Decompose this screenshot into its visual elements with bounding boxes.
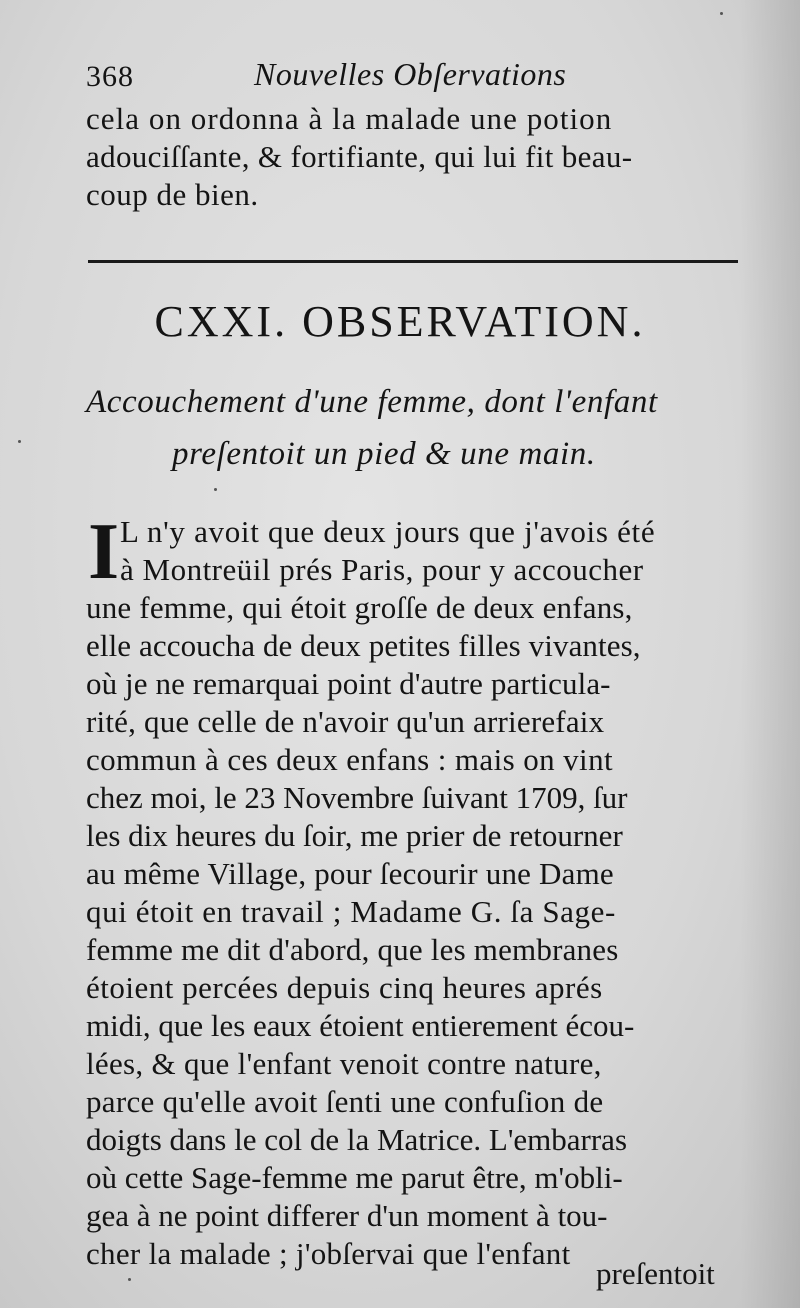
body-line: qui étoit en travail ; Madame G. ſa Sage- bbox=[86, 894, 616, 929]
observation-subtitle-line-1: Accouchement d'une femme, dont l'enfant bbox=[86, 384, 658, 420]
body-line: chez moi, le 23 Novembre ſuivant 1709, ſur bbox=[86, 780, 628, 815]
observation-title: CXXI. OBSERVATION. bbox=[154, 297, 646, 346]
running-head: Nouvelles Obſervations bbox=[254, 56, 567, 92]
body-line: étoient percées depuis cinq heures aprés bbox=[86, 970, 603, 1005]
body-line: les dix heures du ſoir, me prier de retourner bbox=[86, 818, 623, 853]
body-line: femme me dit d'abord, que les membranes bbox=[86, 932, 619, 967]
drop-cap: I bbox=[88, 508, 120, 596]
body-line: rité, que celle de n'avoir qu'un arrierefaix bbox=[86, 704, 605, 739]
section-rule bbox=[88, 260, 738, 263]
body-line: une femme, qui étoit groſſe de deux enfans, bbox=[86, 590, 633, 625]
body-line: à Montreüil prés Paris, pour y accoucher bbox=[120, 552, 644, 587]
ink-speck bbox=[720, 12, 723, 15]
intro-line: cela on ordonna à la malade une potion bbox=[86, 101, 613, 136]
body-line: lées, & que l'enfant venoit contre nature, bbox=[86, 1046, 602, 1081]
body-line: doigts dans le col de la Matrice. L'embarras bbox=[86, 1122, 628, 1157]
body-line: L n'y avoit que deux jours que j'avois été bbox=[120, 514, 656, 549]
body-line: où je ne remarquai point d'autre particula- bbox=[86, 666, 611, 701]
intro-line: adouciſſante, & fortifiante, qui lui fit beau- bbox=[86, 139, 633, 174]
catchword: preſentoit bbox=[596, 1256, 715, 1291]
body-line: où cette Sage-femme me parut être, m'obli- bbox=[86, 1160, 623, 1195]
ink-speck bbox=[214, 488, 217, 491]
body-line: au même Village, pour ſecourir une Dame bbox=[86, 856, 614, 891]
body-line: commun à ces deux enfans : mais on vint bbox=[86, 742, 613, 777]
intro-line: coup de bien. bbox=[86, 177, 259, 212]
body-line: parce qu'elle avoit ſenti une confuſion de bbox=[86, 1084, 604, 1119]
page-number: 368 bbox=[86, 60, 134, 93]
ink-speck bbox=[18, 440, 21, 443]
page-edge-shadow bbox=[740, 0, 800, 1308]
ink-speck bbox=[128, 1278, 131, 1281]
body-line: cher la malade ; j'obſervai que l'enfant bbox=[86, 1236, 571, 1271]
body-line: gea à ne point differer d'un moment à tou- bbox=[86, 1198, 608, 1233]
body-line: midi, que les eaux étoient entierement écou- bbox=[86, 1008, 635, 1043]
body-line: elle accoucha de deux petites filles vivantes, bbox=[86, 628, 641, 663]
observation-subtitle-line-2: preſentoit un pied & une main. bbox=[172, 436, 596, 472]
